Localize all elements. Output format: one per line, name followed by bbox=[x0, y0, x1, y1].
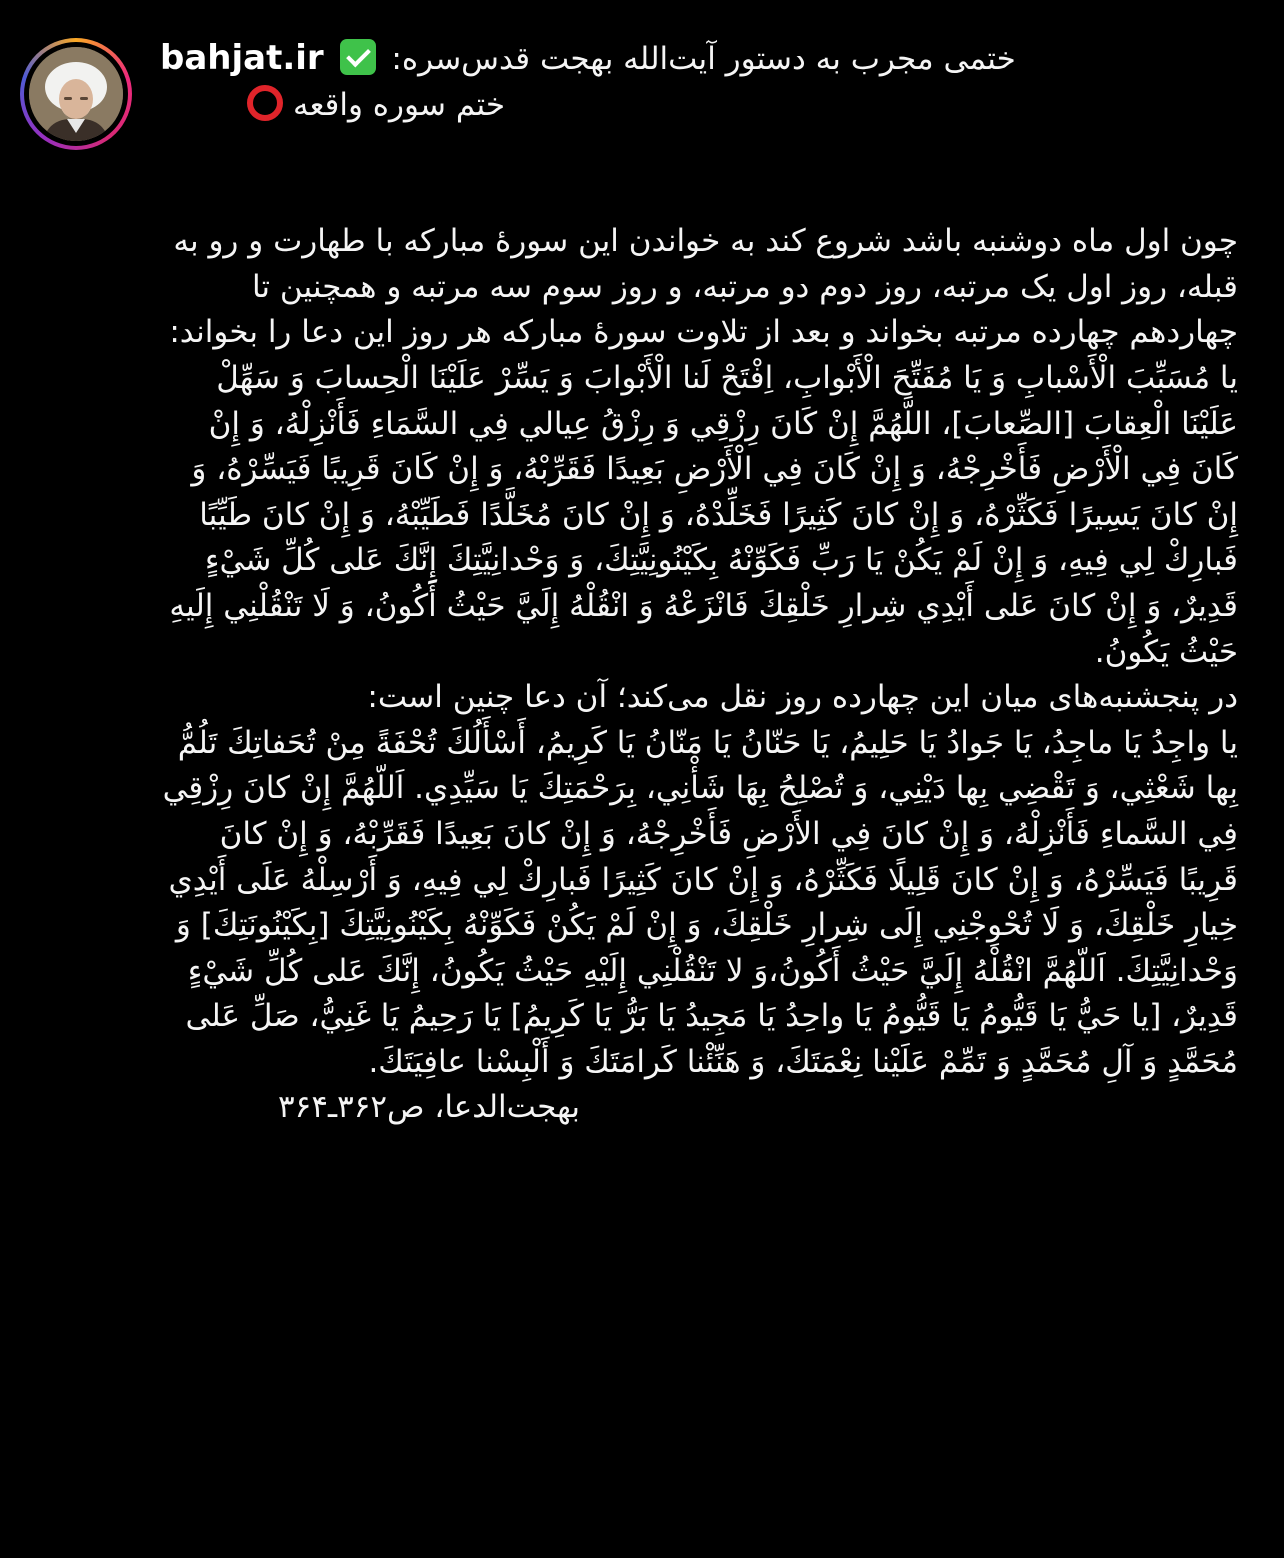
cleric-portrait-icon bbox=[29, 47, 123, 141]
post-subtitle: ختم سوره واقعه bbox=[292, 86, 505, 123]
caption-text bbox=[160, 36, 1238, 1131]
red-circle-icon bbox=[247, 85, 283, 121]
thursday-note: در پنجشنبه‌های میان این چهارده روز نقل می‌کند؛ آن دعا چنین است: bbox=[367, 679, 1238, 716]
source-reference: بهجت‌الدعا، ص۳۶۲ـ۳۶۴ bbox=[278, 1089, 580, 1126]
avatar-story-ring[interactable] bbox=[20, 38, 132, 150]
avatar-gap bbox=[24, 42, 128, 146]
dua-second: يا واجِدُ يَا ماجِدُ، يَا جَوادُ يَا حَلِيمُ، يَا حَنّانُ يَا مَنّانُ يَا كَرِيمُ، أَسْأَلُكَ تُحْفَةً مِنْ تُحَفاتِكَ تَلُمُّ بِها شَعْثِي، وَ تَقْضِي بِها دَيْنِي، وَ تُصْلِحُ بِهَا شَأْنِي، بِرَحْمَتِكَ يَا سَيِّدِي. اَللّهُمَّ إِنْ كانَ رِزْقِي فِي السَّماءِ فَأَنْزِلْهُ، وَ إِنْ كانَ فِي الأَرْضِ فَأَخْرِجْهُ، وَ إِنْ كانَ بَعِيدًا فَقَرِّبْهُ، وَ إِنْ كانَ قَرِيبًا فَيَسِّرْهُ، وَ إِنْ كانَ قَلِيلًا فَكَثِّرْهُ، وَ إِنْ كانَ كَثِيرًا فَبارِكْ لِي فِيهِ، وَ أَرْسِلْهُ عَلَى أَيْدِي خِيارِ خَلْقِكَ، وَ لَا تُحْوِجْنِي إِلَى شِرارِ خَلْقِكَ، وَ إِنْ لَمْ يَكُنْ فَكَوِّنْهُ بِكَيْنُونِيَّتِكَ [بِكَيْنُونَتِكَ] وَ وَحْدانِيَّتِكَ. اَللّهُمَّ انْقُلْهُ إِلَيَّ حَيْثُ أَكُونُ،وَ لا تَنْقُلْنِي إِلَيْهِ حَيْثُ يَكُونُ، إِنَّكَ عَلى كُلِّ شَيْءٍ قَدِيرٌ، [يا حَيُّ يَا قَيُّومُ يَا قَيُّومُ يَا واحِدُ يَا مَجِيدُ يَا بَرُّ يَا كَرِيمُ] يَا رَحِيمُ يَا غَنِيُّ، صَلِّ عَلى مُحَمَّدٍ وَ آلِ مُحَمَّدٍ وَ تَمِّمْ عَلَيْنا نِعْمَتَكَ، وَ هَنِّئْنا كَرامَتَكَ وَ أَلْبِسْنا عافِيَتَكَ. bbox=[162, 724, 1238, 1080]
dua-first: يا مُسَبِّبَ الْأَسْبابِ وَ يَا مُفَتِّحَ الْأَبْوابِ، اِفْتَحْ لَنا الْأَبْوابَ وَ يَسِّرْ عَلَيْنَا الْحِسابَ وَ سَهِّلْ عَلَيْنَا الْعِقابَ [الصِّعابَ]، اللَّهُمَّ إِنْ كَانَ رِزْقِي وَ رِزْقُ عِيالي فِي السَّمَاءِ فَأَنْزِلْهُ، وَ إِنْ كَانَ فِي الْأَرْضِ فَأَخْرِجْهُ، وَ إِنْ كَانَ فِي الْأَرْضِ بَعِيدًا فَقَرِّبْهُ، وَ إِنْ كَانَ قَرِيبًا فَيَسِّرْهُ، وَ إِنْ كانَ يَسِيرًا فَكَثِّرْهُ، وَ إِنْ كانَ كَثِيرًا فَخَلِّدْهُ، وَ إِنْ كانَ مُخَلَّدًا فَطَيِّبْهُ، وَ إِنْ كانَ طَيِّبًا فَبارِكْ لِي فِيهِ، وَ إِنْ لَمْ يَكُنْ يَا رَبِّ فَكَوِّنْهُ بِكَيْنُونِيَّتِكَ، وَ وَحْدانِيَّتِكَ إِنَّكَ عَلى كُلِّ شَيْءٍ قَدِيرٌ، وَ إِنْ كانَ عَلى أَيْدِي شِرارِ خَلْقِكَ فَانْزَعْهُ وَ انْقُلْهُ إِلَيَّ حَيْثُ أَكُونُ، وَ لَا تَنْقُلْنِي إِلَيهِ حَيْثُ يَكُونُ. bbox=[169, 359, 1238, 670]
blank-line bbox=[160, 128, 1238, 219]
post-title: ختمی مجرب به دستور آیت‌الله بهجت قدس‌سره: bbox=[391, 41, 1016, 77]
intro-paragraph: چون اول ماه دوشنبه باشد شروع کند به خواندن این سورهٔ مبارکه با طهارت و رو به قبله، روز اول یک مرتبه، روز دوم دو مرتبه، و روز سوم سه مرتبه و همچنین تا چهاردهم چهارده مرتبه بخواند و بعد از تلاوت سورهٔ مبارکه هر روز این دعا را بخواند: bbox=[169, 223, 1238, 351]
username-link[interactable]: bahjat.ir bbox=[160, 38, 324, 78]
post-subtitle-line bbox=[160, 83, 505, 129]
caption-header bbox=[160, 36, 1238, 83]
avatar[interactable] bbox=[29, 47, 123, 141]
check-square-icon bbox=[340, 39, 376, 75]
